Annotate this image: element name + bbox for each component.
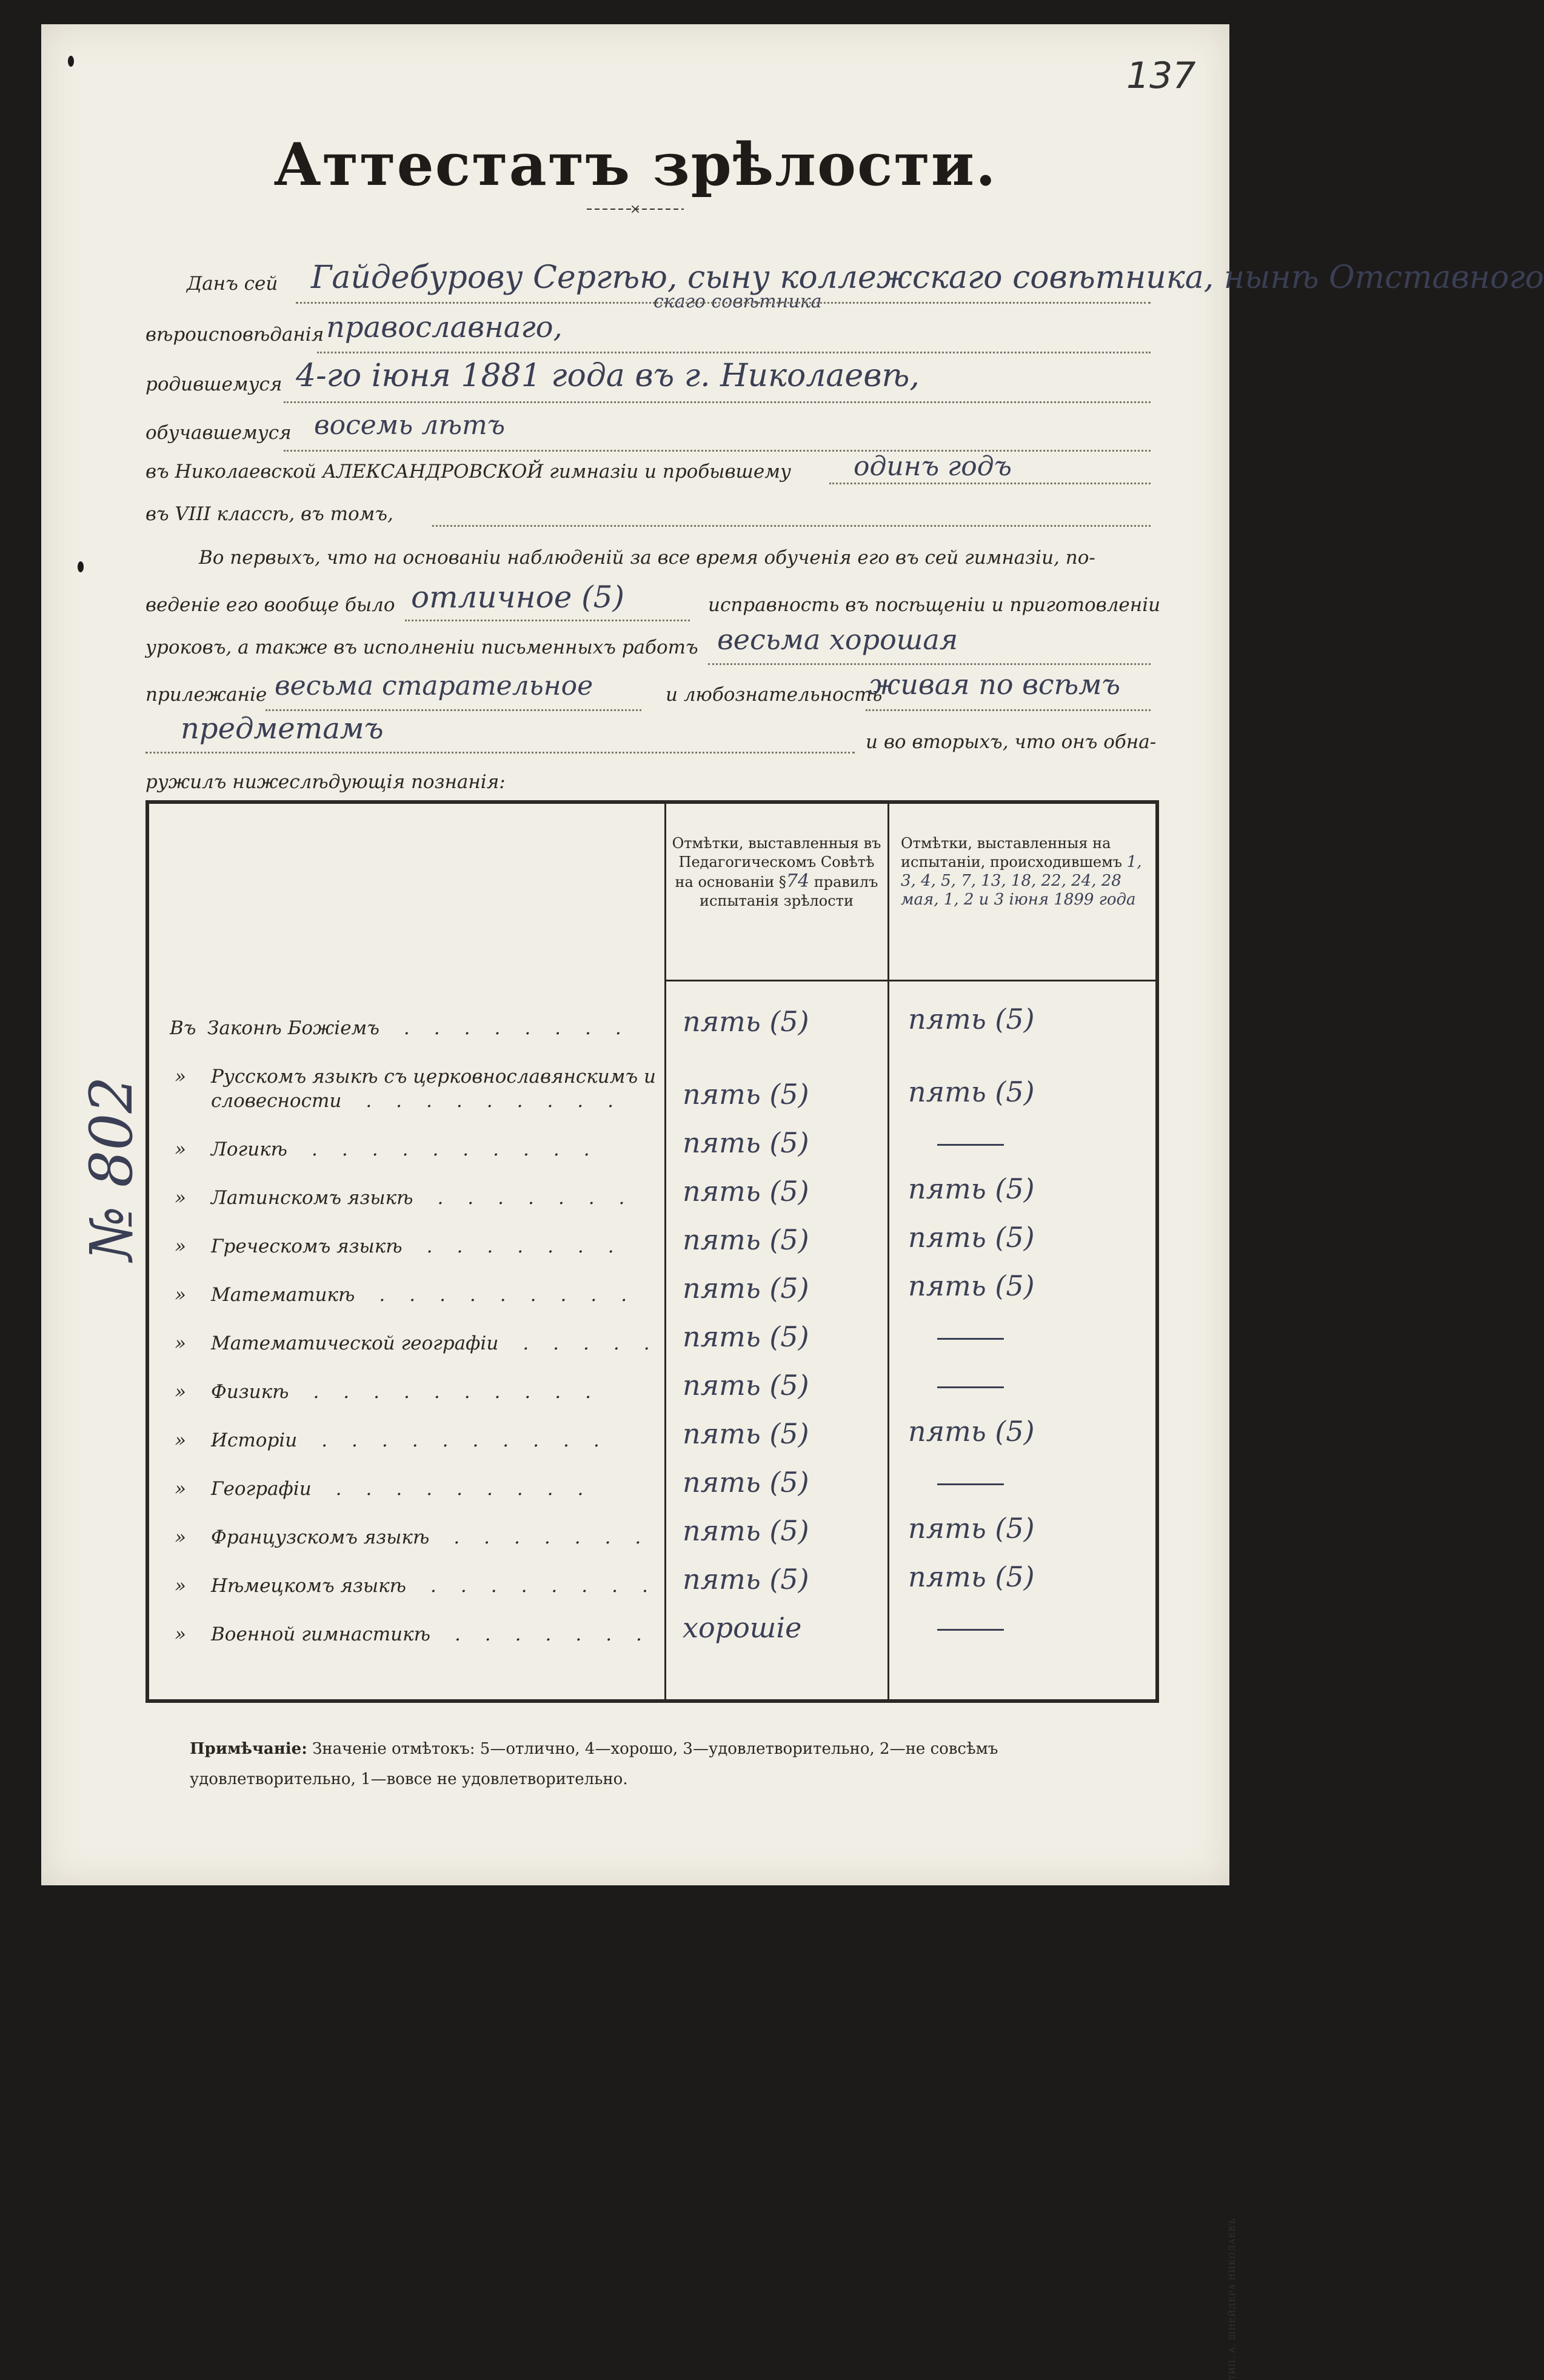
hand-grade-council: хорошіе xyxy=(683,1611,802,1644)
subject-label-cont: словесности xyxy=(211,1090,342,1112)
subject-label: Исторіи xyxy=(211,1429,298,1451)
hand-homework: весьма хорошая xyxy=(717,623,958,656)
subject-label: Латинскомъ языкѣ xyxy=(211,1187,413,1209)
hand-exam-dates: 1, 3, 4, 5, 7, 13, 18, 22, 24, 28 мая, 1, 2 и 3 іюня 1899 года xyxy=(901,853,1142,909)
document-title: Аттестатъ зрѣлости. xyxy=(273,130,997,199)
subject-prefix: » xyxy=(175,1575,186,1597)
subject-label: Физикѣ xyxy=(211,1381,289,1403)
dotted-line xyxy=(317,352,1151,353)
printer-mark: ТИП. А. ШНЕЙДЕРА НИКОЛАЕВЪ xyxy=(1228,2218,1237,2380)
subject-name xyxy=(170,1065,656,1113)
hand-grade-exam: пять (5) xyxy=(908,1415,1035,1448)
form-label-born: родившемуся xyxy=(145,373,282,395)
subject-label: Математической географіи xyxy=(211,1332,499,1354)
hand-grade-exam: пять (5) xyxy=(908,1003,1035,1035)
form-label-religion: вѣроисповѣданія xyxy=(145,324,324,346)
hand-registry-number: № 802 xyxy=(78,1076,145,1261)
leader-dots: ....... xyxy=(453,1526,666,1548)
subject-label: Логикѣ xyxy=(211,1138,288,1160)
hand-grade-council: пять (5) xyxy=(683,1466,809,1499)
hand-grade-exam: пять (5) xyxy=(908,1269,1035,1302)
subject-name xyxy=(170,1187,649,1209)
hand-recipient-name: Гайдебурову Сергѣю, сыну коллежскаго совѣтника, нынѣ Отставного xyxy=(311,259,1544,296)
leader-dots: ....... xyxy=(454,1623,666,1645)
table-row xyxy=(149,1459,1155,1507)
table-header-rule xyxy=(664,980,1155,981)
leader-dots: ......... xyxy=(366,1090,638,1112)
leader-dots: .......... xyxy=(312,1138,614,1160)
hand-grade-council: пять (5) xyxy=(683,1320,809,1353)
hand-grade-council: пять (5) xyxy=(683,1563,809,1596)
subject-prefix: » xyxy=(175,1066,186,1088)
table-row xyxy=(149,1507,1155,1556)
dotted-line xyxy=(405,620,690,621)
form-label-conduct: веденіе его вообще было xyxy=(145,594,395,616)
subject-prefix: » xyxy=(175,1526,186,1548)
hand-grade-exam-dash xyxy=(937,1483,1004,1485)
punch-hole xyxy=(78,561,84,572)
hand-grade-exam: пять (5) xyxy=(908,1512,1035,1545)
leader-dots: .......... xyxy=(313,1381,615,1403)
column-header-exam-text: Отмѣтки, выставленныя на испытаніи, происходившемъ xyxy=(901,835,1123,871)
subject-label: Русскомъ языкѣ съ церковнославянскимъ и xyxy=(211,1066,656,1088)
hand-grade-exam: пять (5) xyxy=(908,1560,1035,1593)
hand-grade-exam: пять (5) xyxy=(908,1075,1035,1108)
dotted-line xyxy=(829,483,1151,484)
dotted-line xyxy=(296,302,1151,304)
table-row xyxy=(149,1410,1155,1459)
form-label-given: Данъ сей xyxy=(187,273,278,295)
table-row xyxy=(149,1119,1155,1168)
dotted-line xyxy=(284,450,1151,452)
hand-grade-council: пять (5) xyxy=(683,1005,809,1038)
subject-name xyxy=(170,1017,646,1039)
form-label-class: въ VIII классѣ, въ томъ, xyxy=(145,503,393,525)
subject-prefix: » xyxy=(175,1478,186,1500)
certificate-sheet xyxy=(41,24,1544,2380)
table-row xyxy=(149,1313,1155,1362)
form-label-knowledge: ружилъ нижеслѣдующія познанія: xyxy=(145,771,506,793)
hand-subjects: предметамъ xyxy=(181,712,384,746)
paragraph-first: Во первыхъ, что на основаніи наблюденій за все время обученія его въ сей гимназіи, по- xyxy=(199,547,1095,569)
subject-prefix: » xyxy=(175,1235,186,1257)
subject-label: Греческомъ языкѣ xyxy=(211,1235,403,1257)
leader-dots: ........ xyxy=(430,1575,672,1597)
hand-grade-council: пять (5) xyxy=(683,1369,809,1402)
hand-grade-exam-dash xyxy=(937,1338,1004,1340)
form-label-attendance: исправность въ посѣщеніи и приготовленіи xyxy=(708,594,1161,616)
hand-paragraph-number: 74 xyxy=(786,871,810,892)
leader-dots: ......... xyxy=(379,1284,652,1306)
punch-hole xyxy=(68,56,74,67)
dotted-line xyxy=(708,663,1151,665)
form-label-gymnasium: въ Николаевской АЛЕКСАНДРОВСКОЙ гимназіи и пробывшему xyxy=(145,461,791,483)
archive-page-number: 137 xyxy=(1126,55,1196,97)
column-header-council-tail: правилъ испытанія зрѣлости xyxy=(700,874,878,909)
dotted-line xyxy=(866,709,1151,711)
column-header-council xyxy=(670,834,883,911)
hand-grade-exam: пять (5) xyxy=(908,1221,1035,1254)
dotted-line xyxy=(432,525,1151,527)
hand-conduct: отличное (5) xyxy=(411,580,625,615)
subject-prefix: » xyxy=(175,1429,186,1451)
subject-name xyxy=(170,1478,607,1500)
column-header-exam xyxy=(892,834,1147,909)
hand-religion: православнаго, xyxy=(326,310,563,344)
dotted-line xyxy=(284,401,1151,403)
leader-dots: .......... xyxy=(321,1429,624,1451)
subject-prefix: » xyxy=(175,1332,186,1354)
hand-grade-council: пять (5) xyxy=(683,1175,809,1208)
hand-year-count: одинъ годъ xyxy=(854,451,1012,482)
dotted-line xyxy=(145,752,855,754)
footnote xyxy=(190,1734,1154,1794)
hand-grade-council: пять (5) xyxy=(683,1514,809,1547)
title-ornament xyxy=(575,200,696,218)
form-label-homework: уроковъ, а также въ исполненіи письменныхъ работъ xyxy=(145,637,698,658)
hand-years: восемь лѣтъ xyxy=(314,410,506,441)
hand-diligence: весьма старательное xyxy=(275,670,593,701)
subject-prefix: » xyxy=(175,1187,186,1209)
dotted-line xyxy=(266,709,641,711)
subject-name xyxy=(170,1381,615,1403)
subject-label: Законѣ Божіемъ xyxy=(207,1017,379,1039)
form-label-curiosity: и любознательность xyxy=(666,684,883,706)
leader-dots: ....... xyxy=(437,1187,649,1209)
table-row xyxy=(149,998,1155,1046)
leader-dots: ..... xyxy=(523,1332,674,1354)
hand-insert-above: скаго совѣтника xyxy=(653,291,822,312)
leader-dots: ......... xyxy=(335,1478,608,1500)
hand-grade-council: пять (5) xyxy=(683,1272,809,1305)
table-row xyxy=(149,1265,1155,1313)
hand-grade-exam: пять (5) xyxy=(908,1172,1035,1205)
subject-label: Географіи xyxy=(211,1478,312,1500)
table-row xyxy=(149,1362,1155,1410)
subject-name xyxy=(170,1623,666,1645)
table-row xyxy=(149,1604,1155,1653)
subject-name xyxy=(170,1138,614,1160)
table-row xyxy=(149,1216,1155,1265)
hand-grade-council: пять (5) xyxy=(683,1223,809,1256)
subject-prefix: » xyxy=(175,1381,186,1403)
leader-dots: ....... xyxy=(426,1235,638,1257)
subject-prefix: Въ xyxy=(170,1017,196,1039)
hand-grade-exam-dash xyxy=(937,1144,1004,1146)
hand-grade-council: пять (5) xyxy=(683,1078,809,1111)
leader-dots: ........ xyxy=(403,1017,646,1039)
subject-label: Военной гимнастикѣ xyxy=(211,1623,430,1645)
hand-grade-council: пять (5) xyxy=(683,1417,809,1450)
footnote-label: Примѣчаніе: xyxy=(190,1740,307,1758)
subject-label: Нѣмецкомъ языкѣ xyxy=(211,1575,407,1597)
hand-grade-council: пять (5) xyxy=(683,1126,809,1159)
subject-prefix: » xyxy=(175,1623,186,1645)
form-label-secondly: и во вторыхъ, что онъ обна- xyxy=(866,731,1157,753)
subject-name xyxy=(170,1429,624,1451)
form-label-diligence: прилежаніе xyxy=(145,684,267,706)
footnote-text: Значеніе отмѣтокъ: 5—отлично, 4—хорошо, 3—удовлетворительно, 2—не совсѣмъ удовлетворительно, 1—вовсе не удовлетворительно. xyxy=(190,1740,998,1788)
subject-label: Математикѣ xyxy=(211,1284,355,1306)
form-label-studied: обучавшемуся xyxy=(145,422,292,444)
hand-grade-exam-dash xyxy=(937,1386,1004,1388)
table-row xyxy=(149,1058,1155,1119)
svg-text:×: × xyxy=(629,202,641,217)
table-row xyxy=(149,1556,1155,1604)
subject-prefix: » xyxy=(175,1138,186,1160)
subject-name xyxy=(170,1332,674,1354)
table-row xyxy=(149,1168,1155,1216)
hand-grade-exam-dash xyxy=(937,1629,1004,1631)
subject-name xyxy=(170,1575,672,1597)
subject-name xyxy=(170,1235,638,1257)
hand-birth: 4-го іюня 1881 года въ г. Николаевѣ, xyxy=(296,358,920,394)
hand-curiosity: живая по всѣмъ xyxy=(869,668,1121,701)
subject-label: Французскомъ языкѣ xyxy=(211,1526,430,1548)
subject-name xyxy=(170,1526,665,1548)
subject-name xyxy=(170,1284,651,1306)
column-header-council-text: Отмѣтки, выставленныя въ Педагогическомъ Совѣтѣ на основаніи § xyxy=(672,835,881,891)
subject-prefix: » xyxy=(175,1284,186,1306)
